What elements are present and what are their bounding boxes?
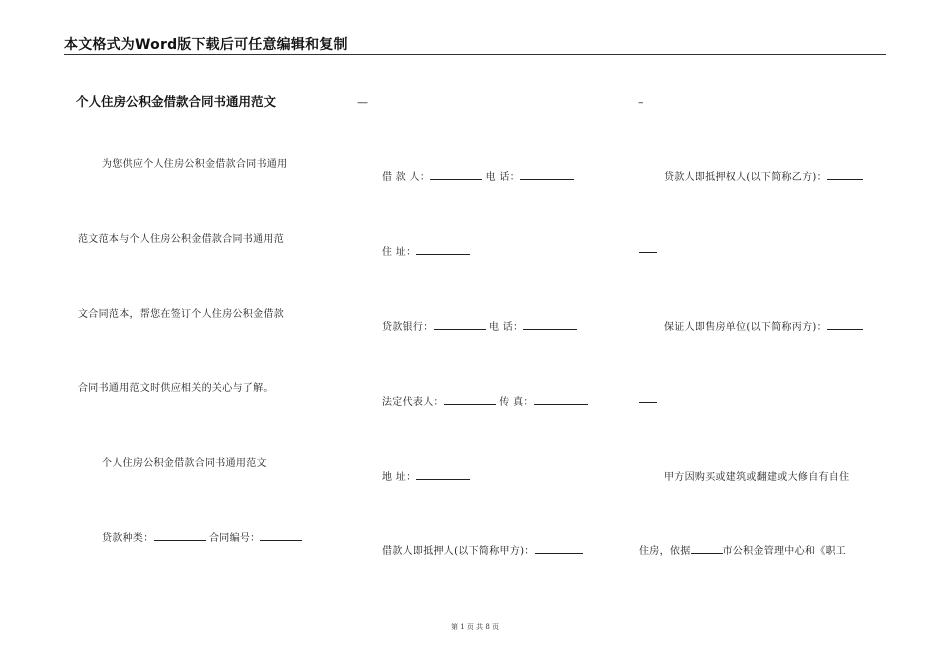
legal-rep-label: 法定代表人： bbox=[382, 397, 444, 408]
party-a-label: 借款人即抵押人(以下简称甲方)： bbox=[382, 546, 535, 557]
col3-line-3 bbox=[664, 318, 863, 333]
dash-mark: – bbox=[638, 96, 644, 109]
col2-line-3 bbox=[382, 318, 577, 333]
party-b-label: 贷款人即抵押权人(以下简称乙方)： bbox=[664, 172, 827, 183]
phone-blank bbox=[520, 170, 574, 180]
address-blank bbox=[416, 245, 470, 255]
loan-type-blank bbox=[154, 531, 206, 541]
party-a-blank bbox=[535, 544, 583, 554]
col1-line-6 bbox=[102, 529, 302, 544]
borrower-blank bbox=[430, 170, 482, 180]
col3-line-4 bbox=[639, 393, 657, 406]
dash-mark: — bbox=[357, 96, 368, 109]
party-b-blank-continued bbox=[639, 243, 657, 253]
basis-label: 住房，依据 bbox=[639, 546, 691, 557]
col3-line-6 bbox=[639, 542, 846, 557]
city-blank bbox=[691, 544, 723, 554]
lender-bank-label: 贷款银行： bbox=[382, 322, 434, 333]
col2-line-6 bbox=[382, 542, 583, 557]
col2-line-4 bbox=[382, 393, 588, 408]
col2-line-2 bbox=[382, 243, 470, 258]
party-c-blank-continued bbox=[639, 393, 657, 403]
col3-line-2 bbox=[639, 243, 657, 256]
page-footer: 第 1 页 共 8 页 bbox=[450, 623, 500, 631]
legal-rep-blank bbox=[444, 395, 496, 405]
page-header bbox=[64, 34, 886, 55]
party-c-blank bbox=[827, 320, 863, 330]
loan-type-label: 贷款种类： bbox=[102, 533, 154, 544]
contract-number-blank bbox=[260, 531, 302, 541]
col1-line-3: 文合同范本，帮您在签订个人住房公积金借款 bbox=[78, 309, 284, 320]
col1-line-2: 范文范本与个人住房公积金借款合同书通用范 bbox=[78, 234, 284, 245]
bank-address-blank bbox=[416, 470, 470, 480]
bank-phone-blank bbox=[523, 320, 577, 330]
phone-label: 电 话： bbox=[485, 172, 521, 183]
col3-line-5: 甲方因购买或建筑或翻建或大修自有自住 bbox=[664, 472, 850, 483]
fax-label: 传 真： bbox=[499, 397, 534, 408]
col2-line-5 bbox=[382, 468, 470, 483]
party-b-blank bbox=[827, 170, 863, 180]
col1-line-1: 为您供应个人住房公积金借款合同书通用 bbox=[102, 159, 288, 170]
col1-line-5: 个人住房公积金借款合同书通用范文 bbox=[102, 458, 267, 469]
address-label: 住 址： bbox=[382, 247, 417, 258]
fax-blank bbox=[534, 395, 588, 405]
bank-address-label: 地 址： bbox=[382, 472, 417, 483]
col1-line-4: 合同书通用范文时供应相关的关心与了解。 bbox=[78, 383, 274, 394]
contract-number-label: 合同编号： bbox=[208, 533, 261, 544]
borrower-label: 借 款 人： bbox=[382, 172, 431, 183]
party-c-label: 保证人即售房单位(以下简称丙方)： bbox=[664, 322, 827, 333]
bank-phone-label: 电 话： bbox=[488, 322, 524, 333]
lender-bank-blank bbox=[434, 320, 486, 330]
basis-continued: 市公积金管理中心和《职工 bbox=[722, 546, 847, 557]
header-text: 本文格式为Word版下载后可任意编辑和复制 bbox=[64, 37, 348, 53]
document-title: 个人住房公积金借款合同书通用范文 bbox=[76, 94, 277, 109]
col2-line-1 bbox=[382, 168, 574, 183]
col3-line-1 bbox=[664, 168, 863, 183]
